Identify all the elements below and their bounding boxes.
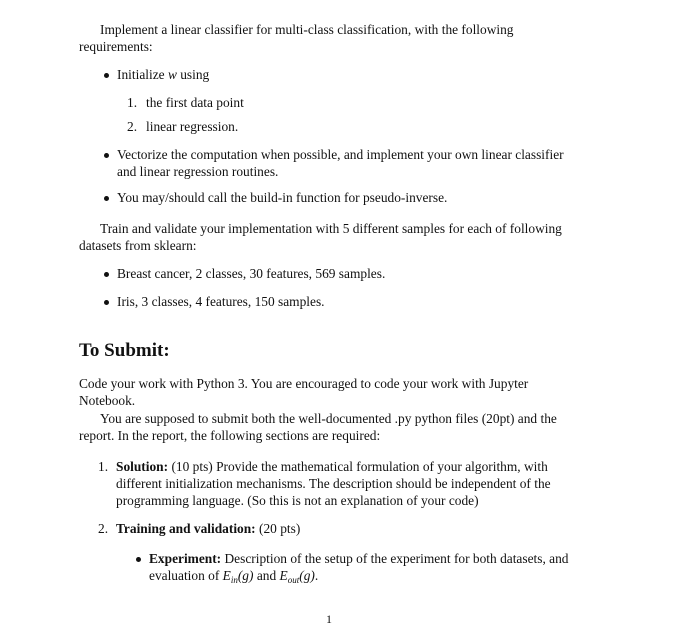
experiment-text: Description of the setup of the experiment for both datasets, and evaluation of [149, 551, 569, 583]
submit-paragraph-2 [79, 410, 582, 444]
section-solution [116, 458, 583, 509]
conjunction-text: and [256, 568, 277, 583]
bullet-icon [104, 272, 109, 277]
subitem-text: the first data point [146, 95, 244, 110]
requirement-text: You may/should call the build-in function for pseudo-inverse. [117, 190, 448, 205]
section-text: (20 pts) [259, 521, 301, 536]
submit-text: You are supposed to submit both the well-documented .py python files (20pt) and the report. In the report, the following sections are required: [79, 411, 557, 443]
submit-heading: To Submit: [79, 340, 170, 361]
requirement-text: Initialize [117, 67, 168, 82]
math-subscript-in: in [230, 575, 238, 585]
bullet-icon [104, 300, 109, 305]
experiment-item [149, 550, 583, 584]
dataset-item: Iris, 3 classes, 4 features, 150 samples. [117, 294, 325, 309]
subitem-number: 1. [127, 95, 138, 110]
math-subscript-out: out [287, 575, 300, 585]
train-paragraph [79, 220, 579, 254]
section-title: Training and validation: [116, 521, 256, 536]
math-arg: (g) [299, 568, 315, 583]
math-e-in [223, 568, 238, 583]
math-e: E [222, 568, 231, 583]
bullet-icon [136, 557, 141, 562]
requirement-item [117, 146, 579, 180]
math-arg: (g) [237, 568, 254, 583]
section-title: Solution: [116, 459, 169, 474]
page-number: 1 [326, 612, 332, 626]
section-text: (10 pts) Provide the mathematical formulation of your algorithm, with different initialization mechanisms. The description should be independent of the programming language. (So this is not an explanation of your code) [116, 459, 551, 508]
section-training [116, 520, 583, 537]
requirement-item [117, 66, 577, 83]
requirement-text: Vectorize the computation when possible, and implement your own linear classifier and linear regression routines. [117, 147, 564, 179]
experiment-title: Experiment: [149, 551, 222, 566]
dataset-item: Breast cancer, 2 classes, 30 features, 569 samples. [117, 266, 386, 281]
intro-text: Implement a linear classifier for multi-class classification, with the following requirements: [79, 22, 514, 54]
requirement-item [117, 189, 579, 206]
math-e-out [280, 568, 300, 583]
subitem-number: 2. [127, 119, 138, 134]
submit-paragraph-1 [79, 375, 582, 409]
period-text: . [314, 568, 319, 583]
subitem-text: linear regression. [146, 119, 239, 134]
bullet-icon [104, 73, 109, 78]
bullet-icon [104, 153, 109, 158]
section-number: 2. [98, 521, 109, 536]
requirement-text: using [176, 67, 210, 82]
bullet-icon [104, 196, 109, 201]
section-number: 1. [98, 459, 109, 474]
intro-paragraph [79, 21, 579, 55]
submit-text: Code your work with Python 3. You are encouraged to code your work with Jupyter Notebook. [79, 376, 529, 408]
train-text: Train and validate your implementation with 5 different samples for each of following datasets from sklearn: [79, 221, 562, 253]
math-w: w [167, 67, 177, 82]
math-e: E [279, 568, 288, 583]
